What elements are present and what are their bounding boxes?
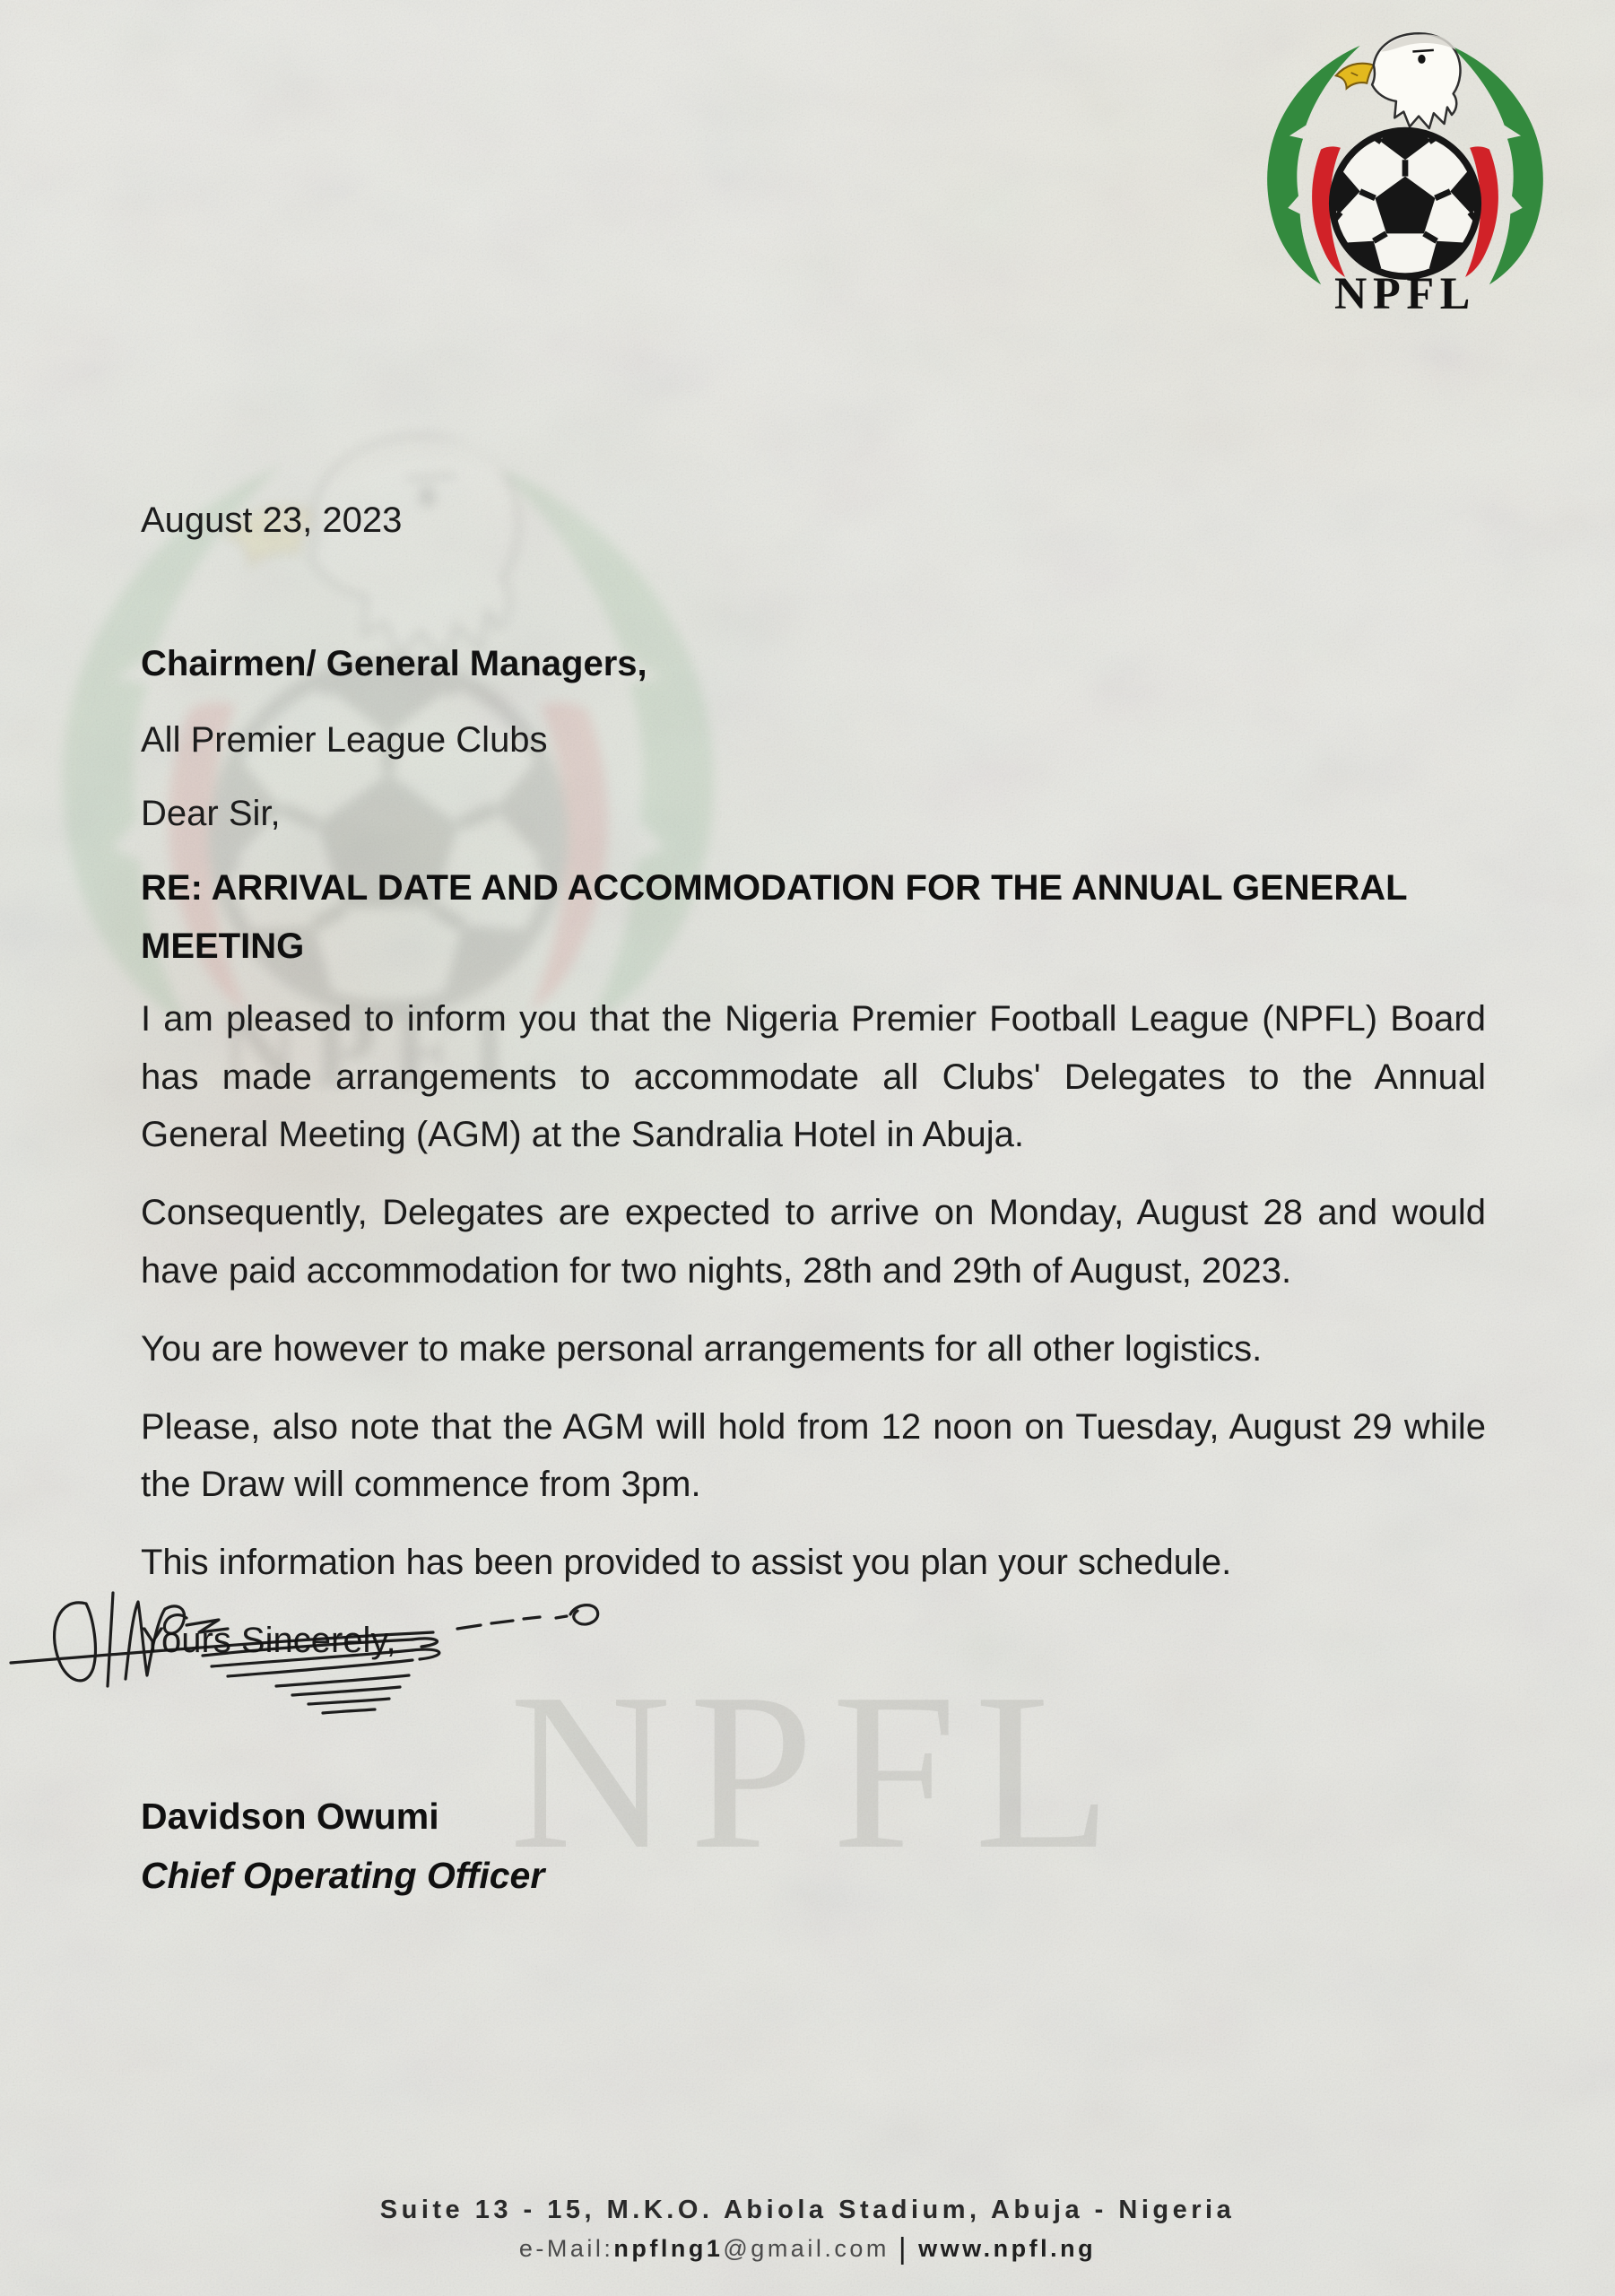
footer-contact bbox=[0, 2231, 1615, 2266]
closing: Yours Sincerely, bbox=[141, 1620, 396, 1660]
recipient-line-2: All Premier League Clubs bbox=[141, 719, 548, 760]
letter-body bbox=[141, 491, 1486, 1906]
email-label: e-Mail: bbox=[518, 2235, 614, 2262]
footer-separator: | bbox=[898, 2231, 910, 2266]
footer-address: Suite 13 - 15, M.K.O. Abiola Stadium, Abuja - Nigeria bbox=[379, 2196, 1236, 2224]
paragraph-3: You are however to make personal arrangements for all other logistics. bbox=[141, 1328, 1263, 1369]
letter-date: August 23, 2023 bbox=[141, 500, 403, 540]
recipient-line-1: Chairmen/ General Managers, bbox=[141, 643, 647, 683]
email-user: npflng1 bbox=[613, 2235, 724, 2262]
subject-line: RE: ARRIVAL DATE AND ACCOMMODATION FOR THE ANNUAL GENERAL MEETING bbox=[141, 868, 1407, 966]
signatory-name: Davidson Owumi bbox=[141, 1795, 439, 1837]
paragraph-5: This information has been provided to assist you plan your schedule. bbox=[141, 1543, 1232, 1583]
paragraph-4: Please, also note that the AGM will hold from 12 noon on Tuesday, August 29 while the Draw will commence from 3pm. bbox=[141, 1406, 1486, 1505]
letter-footer bbox=[0, 2196, 1615, 2266]
text-watermark: NPFL bbox=[509, 1648, 1130, 1896]
npfl-crest-logo bbox=[1247, 13, 1563, 346]
signature-space bbox=[141, 1670, 1486, 1787]
footer-website: www.npfl.ng bbox=[918, 2235, 1097, 2262]
paragraph-1: I am pleased to inform you that the Nigeria Premier Football League (NPFL) Board has made arrangements to accommodate all Clubs' Delegates to the Annual General Meeting (AGM) at the Sandralia Hotel in Abuja. bbox=[141, 998, 1486, 1155]
paragraph-2: Consequently, Delegates are expected to arrive on Monday, August 28 and would have paid accommodation for two nights, 28th and 29th of August, 2023. bbox=[141, 1193, 1486, 1291]
salutation: Dear Sir, bbox=[141, 794, 281, 834]
signatory-title: Chief Operating Officer bbox=[141, 1855, 545, 1897]
email-domain: @gmail.com bbox=[723, 2235, 890, 2262]
